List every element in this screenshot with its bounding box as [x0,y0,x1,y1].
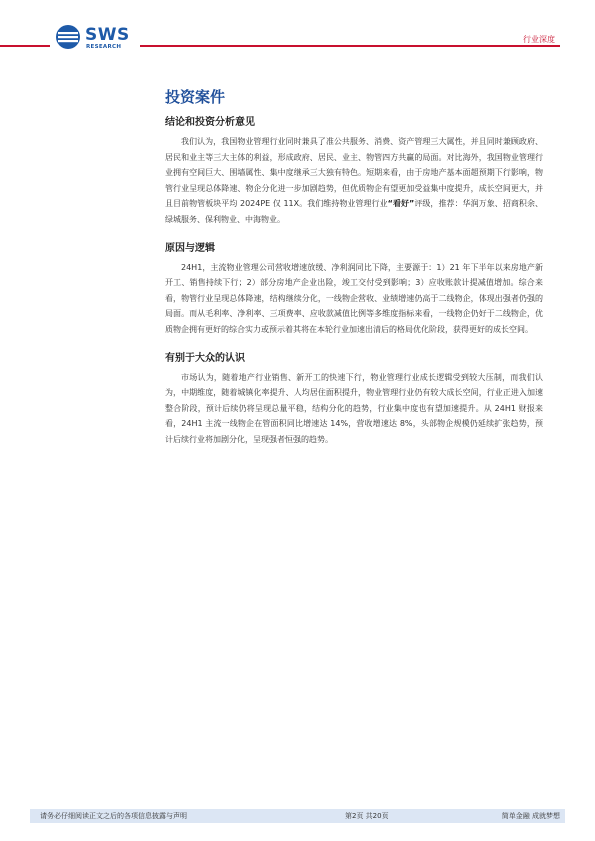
section-paragraph-logic: 24H1，主流物业管理公司营收增速放缓、净利润同比下降，主要源于：1）21 年下半年以来房地产新开工、销售持续下行；2）部分房地产企业出险，竣工交付受到影响；3）应收账款计提减值增加。综合来看，物管行业呈现总体降速，结构继续分化，一线物企营收、业绩增速仍高于二线物企，体现出强者仍强的局面。而从毛利率、净利率、三项费率、应收款减值比例等多维度指标来看，一线物企仍好于二线物企，优质物企拥有更好的综合实力或预示着其将在本轮行业加速出清后的格局优化阶段，获得更好的成长空间。 [165,262,543,334]
section-heading-differentiated-view: 有别于大众的认识 [165,352,245,364]
main-content [165,88,543,462]
header-rule-left [0,45,50,47]
page-header [0,0,595,60]
section-heading-logic: 原因与逻辑 [165,242,215,254]
page-title: 投资案件 [165,88,226,106]
footer-page-number: 第2页 共20页 [345,812,389,820]
section-paragraph-conclusion [165,134,543,228]
paragraph-text-tail: 评级，推荐：华润万象、招商积余、绿城服务、保利物业、中海物业。 [165,199,544,224]
footer-slogan: 简单金融 成就梦想 [501,812,560,820]
paragraph-text: 我们认为，我国物业管理行业同时兼具了准公共服务、消费、资产管理三大属性，并且同时兼顾政府、居民和业主等三大主体的利益，形成政府、居民、业主、物管四方共赢的局面。对比海外，我国物业管理行业拥有空间巨大、围墙属性、集中度继承三大独有特色。短期来看，由于房地产基本面超预期下行影响，物管行业呈现总体降速、物企分化进一步加剧趋势，但优质物企有望更加受益集中度提升，成长空间更大，并且目前物管板块平均 2024PE 仅 11X。我们维持物业管理行业 [165,137,543,209]
rating-emphasis: “看好” [387,199,415,209]
sws-logo [55,24,140,54]
sws-logo-icon [55,24,81,50]
logo-text: SWS [85,25,130,45]
section-paragraph-differentiated-view: 市场认为，随着地产行业销售、新开工的快速下行，物业管理行业成长逻辑受到较大压制，而我们认为，中期维度，随着城镇化率提升、人均居住面积提升，物业管理行业仍有较大成长空间，行业正进入加速整合阶段，预计后续仍将呈现总量平稳，结构分化的趋势，行业集中度也有望加速提升。从 24H1 财报来看，24H1 主流一线物企在管面积同比增速达 14%，营收增速达 8%，头部物企规模仍延续扩张趋势，预计后续行业将加剧分化，呈现强者恒强的趋势。 [165,372,543,444]
logo-subtext: RESEARCH [86,44,122,50]
footer-disclaimer-link[interactable]: 请务必仔细阅读正文之后的各项信息披露与声明 [40,812,187,820]
section-heading-conclusion: 结论和投资分析意见 [165,117,255,128]
header-rule-right [140,45,560,47]
report-type-tag: 行业深度 [523,35,555,44]
